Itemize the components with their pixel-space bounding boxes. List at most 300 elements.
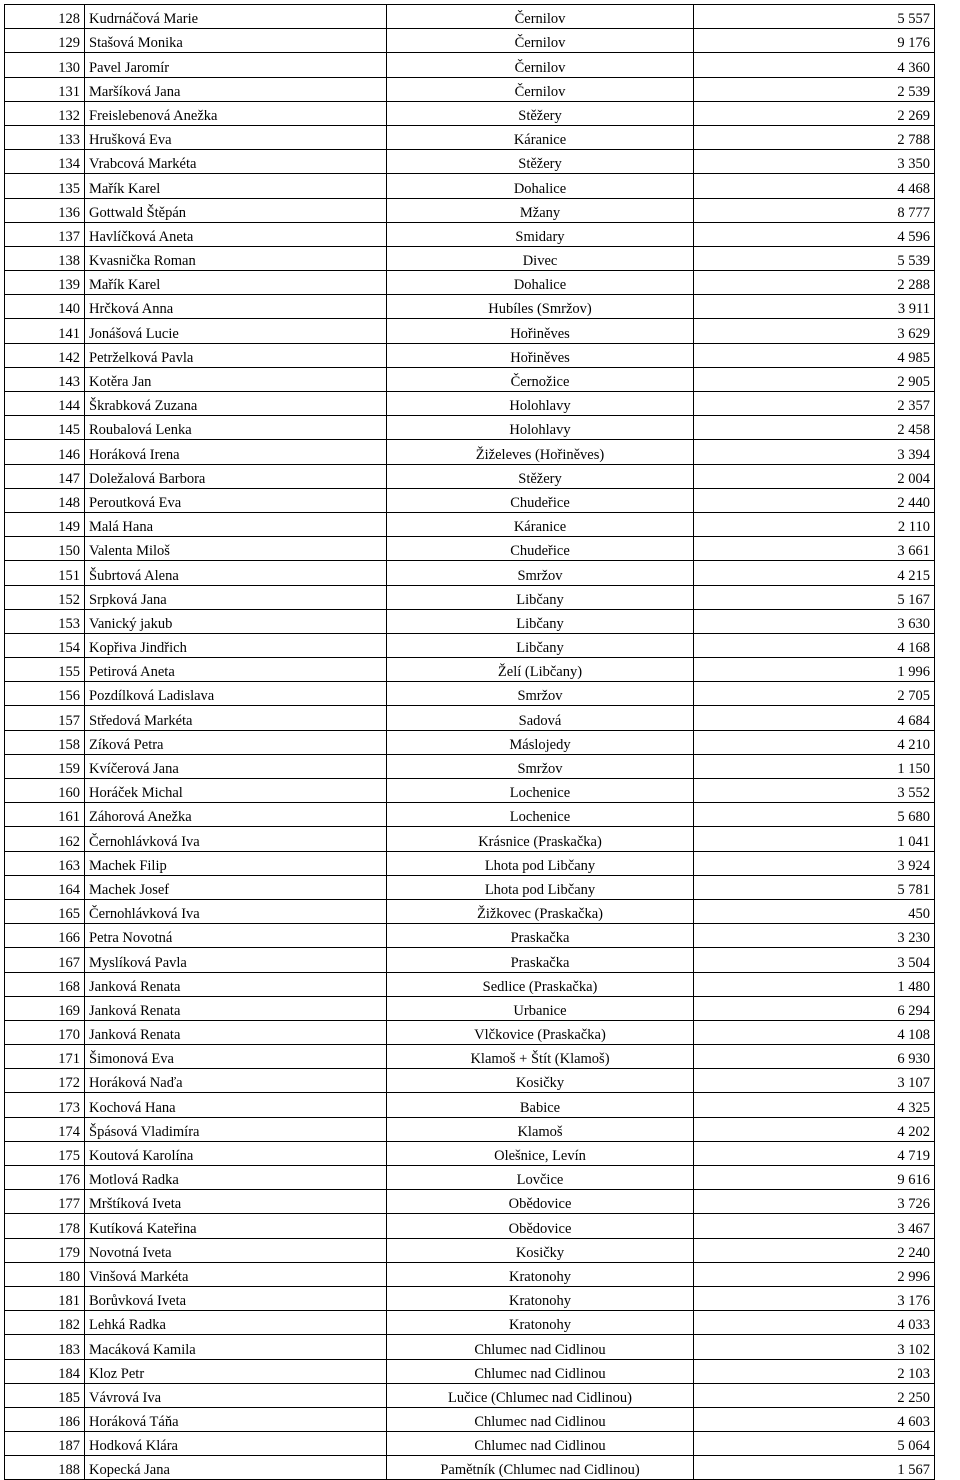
person-name-cell: Janková Renata xyxy=(85,972,387,996)
table-row xyxy=(5,246,935,270)
place-cell: Lučice (Chlumec nad Cidlinou) xyxy=(387,1383,694,1407)
place-cell: Černilov xyxy=(387,29,694,53)
table-row xyxy=(5,972,935,996)
row-number-cell: 158 xyxy=(5,730,85,754)
row-number-cell: 176 xyxy=(5,1166,85,1190)
row-number-cell: 162 xyxy=(5,827,85,851)
amount-cell: 2 788 xyxy=(694,125,935,149)
amount-cell: 1 041 xyxy=(694,827,935,851)
person-name-cell: Vanický jakub xyxy=(85,609,387,633)
row-number-cell: 173 xyxy=(5,1093,85,1117)
table-row xyxy=(5,174,935,198)
table-row xyxy=(5,343,935,367)
amount-cell: 1 480 xyxy=(694,972,935,996)
table-row xyxy=(5,1020,935,1044)
place-cell: Lhota pod Libčany xyxy=(387,851,694,875)
table-row xyxy=(5,150,935,174)
person-name-cell: Vinšová Markéta xyxy=(85,1262,387,1286)
place-cell: Kratonohy xyxy=(387,1286,694,1310)
table-row xyxy=(5,440,935,464)
person-name-cell: Černohlávková Iva xyxy=(85,827,387,851)
place-cell: Hořiněves xyxy=(387,319,694,343)
place-cell: Kosičky xyxy=(387,1069,694,1093)
amount-cell: 1 567 xyxy=(694,1456,935,1480)
row-number-cell: 159 xyxy=(5,754,85,778)
person-name-cell: Kopecká Jana xyxy=(85,1456,387,1480)
place-cell: Divec xyxy=(387,246,694,270)
place-cell: Káranice xyxy=(387,512,694,536)
person-name-cell: Kloz Petr xyxy=(85,1359,387,1383)
document-sheet xyxy=(4,4,934,1480)
row-number-cell: 164 xyxy=(5,875,85,899)
row-number-cell: 172 xyxy=(5,1069,85,1093)
table-row xyxy=(5,77,935,101)
place-cell: Libčany xyxy=(387,633,694,657)
amount-cell: 3 552 xyxy=(694,779,935,803)
person-name-cell: Petra Novotná xyxy=(85,924,387,948)
table-row xyxy=(5,682,935,706)
records-table-body xyxy=(5,5,935,1480)
place-cell: Stěžery xyxy=(387,150,694,174)
person-name-cell: Stašová Monika xyxy=(85,29,387,53)
amount-cell: 3 726 xyxy=(694,1190,935,1214)
place-cell: Holohlavy xyxy=(387,392,694,416)
amount-cell: 8 777 xyxy=(694,198,935,222)
person-name-cell: Kutíková Kateřina xyxy=(85,1214,387,1238)
place-cell: Smržov xyxy=(387,561,694,585)
amount-cell: 3 504 xyxy=(694,948,935,972)
person-name-cell: Mrštíková Iveta xyxy=(85,1190,387,1214)
row-number-cell: 185 xyxy=(5,1383,85,1407)
person-name-cell: Pavel Jaromír xyxy=(85,53,387,77)
table-row xyxy=(5,561,935,585)
place-cell: Chlumec nad Cidlinou xyxy=(387,1359,694,1383)
person-name-cell: Vávrová Iva xyxy=(85,1383,387,1407)
amount-cell: 3 102 xyxy=(694,1335,935,1359)
table-row xyxy=(5,1045,935,1069)
amount-cell: 2 240 xyxy=(694,1238,935,1262)
table-row xyxy=(5,537,935,561)
place-cell: Černožice xyxy=(387,367,694,391)
amount-cell: 4 168 xyxy=(694,633,935,657)
place-cell: Krásnice (Praskačka) xyxy=(387,827,694,851)
amount-cell: 4 215 xyxy=(694,561,935,585)
person-name-cell: Motlová Radka xyxy=(85,1166,387,1190)
place-cell: Libčany xyxy=(387,585,694,609)
person-name-cell: Černohlávková Iva xyxy=(85,899,387,923)
person-name-cell: Kotěra Jan xyxy=(85,367,387,391)
row-number-cell: 135 xyxy=(5,174,85,198)
amount-cell: 6 930 xyxy=(694,1045,935,1069)
table-row xyxy=(5,730,935,754)
person-name-cell: Petrželková Pavla xyxy=(85,343,387,367)
place-cell: Kosičky xyxy=(387,1238,694,1262)
amount-cell: 3 911 xyxy=(694,295,935,319)
row-number-cell: 131 xyxy=(5,77,85,101)
place-cell: Hubíles (Smržov) xyxy=(387,295,694,319)
records-table xyxy=(4,4,935,1480)
amount-cell: 4 468 xyxy=(694,174,935,198)
place-cell: Chlumec nad Cidlinou xyxy=(387,1335,694,1359)
table-row xyxy=(5,1166,935,1190)
person-name-cell: Borůvková Iveta xyxy=(85,1286,387,1310)
row-number-cell: 137 xyxy=(5,222,85,246)
table-row xyxy=(5,1262,935,1286)
place-cell: Dohalice xyxy=(387,174,694,198)
table-row xyxy=(5,53,935,77)
person-name-cell: Valenta Miloš xyxy=(85,537,387,561)
table-row xyxy=(5,1383,935,1407)
amount-cell: 2 288 xyxy=(694,271,935,295)
table-row xyxy=(5,996,935,1020)
person-name-cell: Havlíčková Aneta xyxy=(85,222,387,246)
row-number-cell: 175 xyxy=(5,1141,85,1165)
table-row xyxy=(5,803,935,827)
row-number-cell: 134 xyxy=(5,150,85,174)
table-row xyxy=(5,754,935,778)
person-name-cell: Kudrnáčová Marie xyxy=(85,5,387,29)
place-cell: Klamoš xyxy=(387,1117,694,1141)
person-name-cell: Malá Hana xyxy=(85,512,387,536)
table-row xyxy=(5,1335,935,1359)
table-row xyxy=(5,29,935,53)
person-name-cell: Špásová Vladimíra xyxy=(85,1117,387,1141)
amount-cell: 5 539 xyxy=(694,246,935,270)
row-number-cell: 149 xyxy=(5,512,85,536)
row-number-cell: 178 xyxy=(5,1214,85,1238)
amount-cell: 2 357 xyxy=(694,392,935,416)
row-number-cell: 181 xyxy=(5,1286,85,1310)
amount-cell: 9 176 xyxy=(694,29,935,53)
row-number-cell: 138 xyxy=(5,246,85,270)
table-row xyxy=(5,101,935,125)
person-name-cell: Myslíková Pavla xyxy=(85,948,387,972)
person-name-cell: Machek Filip xyxy=(85,851,387,875)
amount-cell: 4 108 xyxy=(694,1020,935,1044)
amount-cell: 6 294 xyxy=(694,996,935,1020)
place-cell: Urbanice xyxy=(387,996,694,1020)
row-number-cell: 128 xyxy=(5,5,85,29)
place-cell: Černilov xyxy=(387,77,694,101)
table-row xyxy=(5,198,935,222)
place-cell: Chlumec nad Cidlinou xyxy=(387,1407,694,1431)
amount-cell: 5 167 xyxy=(694,585,935,609)
amount-cell: 2 269 xyxy=(694,101,935,125)
amount-cell: 450 xyxy=(694,899,935,923)
person-name-cell: Janková Renata xyxy=(85,996,387,1020)
place-cell: Smržov xyxy=(387,754,694,778)
person-name-cell: Maršíková Jana xyxy=(85,77,387,101)
place-cell: Stěžery xyxy=(387,464,694,488)
person-name-cell: Lehká Radka xyxy=(85,1311,387,1335)
place-cell: Mžany xyxy=(387,198,694,222)
person-name-cell: Kopřiva Jindřich xyxy=(85,633,387,657)
row-number-cell: 148 xyxy=(5,488,85,512)
row-number-cell: 144 xyxy=(5,392,85,416)
table-row xyxy=(5,633,935,657)
amount-cell: 2 250 xyxy=(694,1383,935,1407)
place-cell: Lhota pod Libčany xyxy=(387,875,694,899)
place-cell: Kratonohy xyxy=(387,1311,694,1335)
person-name-cell: Jonášová Lucie xyxy=(85,319,387,343)
place-cell: Stěžery xyxy=(387,101,694,125)
table-row xyxy=(5,609,935,633)
amount-cell: 5 781 xyxy=(694,875,935,899)
person-name-cell: Kochová Hana xyxy=(85,1093,387,1117)
place-cell: Černilov xyxy=(387,53,694,77)
row-number-cell: 163 xyxy=(5,851,85,875)
place-cell: Chudeřice xyxy=(387,488,694,512)
table-row xyxy=(5,851,935,875)
person-name-cell: Vrabcová Markéta xyxy=(85,150,387,174)
table-row xyxy=(5,1311,935,1335)
row-number-cell: 155 xyxy=(5,658,85,682)
table-row xyxy=(5,512,935,536)
amount-cell: 3 230 xyxy=(694,924,935,948)
amount-cell: 2 004 xyxy=(694,464,935,488)
row-number-cell: 171 xyxy=(5,1045,85,1069)
table-row xyxy=(5,924,935,948)
amount-cell: 4 985 xyxy=(694,343,935,367)
row-number-cell: 167 xyxy=(5,948,85,972)
person-name-cell: Koutová Karolína xyxy=(85,1141,387,1165)
place-cell: Smidary xyxy=(387,222,694,246)
amount-cell: 2 440 xyxy=(694,488,935,512)
table-row xyxy=(5,1069,935,1093)
row-number-cell: 183 xyxy=(5,1335,85,1359)
row-number-cell: 166 xyxy=(5,924,85,948)
row-number-cell: 186 xyxy=(5,1407,85,1431)
amount-cell: 1 996 xyxy=(694,658,935,682)
person-name-cell: Freislebenová Anežka xyxy=(85,101,387,125)
row-number-cell: 142 xyxy=(5,343,85,367)
row-number-cell: 177 xyxy=(5,1190,85,1214)
amount-cell: 4 202 xyxy=(694,1117,935,1141)
table-row xyxy=(5,1117,935,1141)
place-cell: Babice xyxy=(387,1093,694,1117)
row-number-cell: 145 xyxy=(5,416,85,440)
place-cell: Máslojedy xyxy=(387,730,694,754)
table-row xyxy=(5,1190,935,1214)
row-number-cell: 160 xyxy=(5,779,85,803)
place-cell: Smržov xyxy=(387,682,694,706)
row-number-cell: 154 xyxy=(5,633,85,657)
row-number-cell: 130 xyxy=(5,53,85,77)
row-number-cell: 156 xyxy=(5,682,85,706)
table-row xyxy=(5,658,935,682)
person-name-cell: Hrčková Anna xyxy=(85,295,387,319)
place-cell: Dohalice xyxy=(387,271,694,295)
person-name-cell: Gottwald Štěpán xyxy=(85,198,387,222)
table-row xyxy=(5,295,935,319)
row-number-cell: 168 xyxy=(5,972,85,996)
person-name-cell: Novotná Iveta xyxy=(85,1238,387,1262)
person-name-cell: Hrušková Eva xyxy=(85,125,387,149)
person-name-cell: Mařík Karel xyxy=(85,271,387,295)
person-name-cell: Horáček Michal xyxy=(85,779,387,803)
person-name-cell: Doležalová Barbora xyxy=(85,464,387,488)
amount-cell: 2 458 xyxy=(694,416,935,440)
amount-cell: 3 350 xyxy=(694,150,935,174)
place-cell: Holohlavy xyxy=(387,416,694,440)
row-number-cell: 133 xyxy=(5,125,85,149)
table-row xyxy=(5,271,935,295)
person-name-cell: Horáková Táňa xyxy=(85,1407,387,1431)
person-name-cell: Záhorová Anežka xyxy=(85,803,387,827)
amount-cell: 3 467 xyxy=(694,1214,935,1238)
place-cell: Obědovice xyxy=(387,1214,694,1238)
row-number-cell: 169 xyxy=(5,996,85,1020)
place-cell: Olešnice, Levín xyxy=(387,1141,694,1165)
place-cell: Káranice xyxy=(387,125,694,149)
row-number-cell: 152 xyxy=(5,585,85,609)
amount-cell: 2 705 xyxy=(694,682,935,706)
person-name-cell: Peroutková Eva xyxy=(85,488,387,512)
person-name-cell: Zíková Petra xyxy=(85,730,387,754)
table-row xyxy=(5,1141,935,1165)
amount-cell: 4 684 xyxy=(694,706,935,730)
amount-cell: 5 557 xyxy=(694,5,935,29)
row-number-cell: 157 xyxy=(5,706,85,730)
table-row xyxy=(5,899,935,923)
amount-cell: 3 176 xyxy=(694,1286,935,1310)
table-row xyxy=(5,1286,935,1310)
amount-cell: 4 360 xyxy=(694,53,935,77)
row-number-cell: 147 xyxy=(5,464,85,488)
table-row xyxy=(5,464,935,488)
table-row xyxy=(5,1456,935,1480)
table-row xyxy=(5,488,935,512)
row-number-cell: 153 xyxy=(5,609,85,633)
row-number-cell: 143 xyxy=(5,367,85,391)
table-row xyxy=(5,367,935,391)
place-cell: Pamětník (Chlumec nad Cidlinou) xyxy=(387,1456,694,1480)
row-number-cell: 187 xyxy=(5,1432,85,1456)
amount-cell: 4 033 xyxy=(694,1311,935,1335)
person-name-cell: Macáková Kamila xyxy=(85,1335,387,1359)
row-number-cell: 151 xyxy=(5,561,85,585)
place-cell: Praskačka xyxy=(387,924,694,948)
place-cell: Hořiněves xyxy=(387,343,694,367)
amount-cell: 4 325 xyxy=(694,1093,935,1117)
row-number-cell: 129 xyxy=(5,29,85,53)
person-name-cell: Kvíčerová Jana xyxy=(85,754,387,778)
person-name-cell: Roubalová Lenka xyxy=(85,416,387,440)
row-number-cell: 180 xyxy=(5,1262,85,1286)
person-name-cell: Šimonová Eva xyxy=(85,1045,387,1069)
amount-cell: 3 630 xyxy=(694,609,935,633)
place-cell: Žižkovec (Praskačka) xyxy=(387,899,694,923)
place-cell: Černilov xyxy=(387,5,694,29)
table-row xyxy=(5,827,935,851)
amount-cell: 5 064 xyxy=(694,1432,935,1456)
amount-cell: 4 596 xyxy=(694,222,935,246)
table-row xyxy=(5,1359,935,1383)
table-row xyxy=(5,125,935,149)
row-number-cell: 139 xyxy=(5,271,85,295)
place-cell: Sedlice (Praskačka) xyxy=(387,972,694,996)
row-number-cell: 182 xyxy=(5,1311,85,1335)
amount-cell: 4 210 xyxy=(694,730,935,754)
row-number-cell: 188 xyxy=(5,1456,85,1480)
row-number-cell: 179 xyxy=(5,1238,85,1262)
person-name-cell: Škrabková Zuzana xyxy=(85,392,387,416)
amount-cell: 1 150 xyxy=(694,754,935,778)
place-cell: Chudeřice xyxy=(387,537,694,561)
person-name-cell: Mařík Karel xyxy=(85,174,387,198)
row-number-cell: 174 xyxy=(5,1117,85,1141)
place-cell: Chlumec nad Cidlinou xyxy=(387,1432,694,1456)
row-number-cell: 132 xyxy=(5,101,85,125)
place-cell: Žiželeves (Hořiněves) xyxy=(387,440,694,464)
place-cell: Lochenice xyxy=(387,779,694,803)
table-row xyxy=(5,706,935,730)
amount-cell: 4 719 xyxy=(694,1141,935,1165)
row-number-cell: 136 xyxy=(5,198,85,222)
amount-cell: 2 996 xyxy=(694,1262,935,1286)
table-row xyxy=(5,416,935,440)
person-name-cell: Janková Renata xyxy=(85,1020,387,1044)
place-cell: Sadová xyxy=(387,706,694,730)
table-row xyxy=(5,585,935,609)
table-row xyxy=(5,1432,935,1456)
person-name-cell: Machek Josef xyxy=(85,875,387,899)
amount-cell: 2 110 xyxy=(694,512,935,536)
amount-cell: 2 539 xyxy=(694,77,935,101)
table-row xyxy=(5,1093,935,1117)
table-row xyxy=(5,948,935,972)
amount-cell: 9 616 xyxy=(694,1166,935,1190)
row-number-cell: 184 xyxy=(5,1359,85,1383)
row-number-cell: 161 xyxy=(5,803,85,827)
place-cell: Lochenice xyxy=(387,803,694,827)
amount-cell: 3 107 xyxy=(694,1069,935,1093)
amount-cell: 3 394 xyxy=(694,440,935,464)
person-name-cell: Srpková Jana xyxy=(85,585,387,609)
amount-cell: 3 629 xyxy=(694,319,935,343)
person-name-cell: Horáková Naďa xyxy=(85,1069,387,1093)
amount-cell: 3 924 xyxy=(694,851,935,875)
table-row xyxy=(5,392,935,416)
row-number-cell: 170 xyxy=(5,1020,85,1044)
place-cell: Libčany xyxy=(387,609,694,633)
person-name-cell: Kvasnička Roman xyxy=(85,246,387,270)
person-name-cell: Hodková Klára xyxy=(85,1432,387,1456)
person-name-cell: Pozdílková Ladislava xyxy=(85,682,387,706)
amount-cell: 5 680 xyxy=(694,803,935,827)
table-row xyxy=(5,222,935,246)
place-cell: Klamoš + Štít (Klamoš) xyxy=(387,1045,694,1069)
amount-cell: 4 603 xyxy=(694,1407,935,1431)
table-row xyxy=(5,319,935,343)
amount-cell: 2 103 xyxy=(694,1359,935,1383)
table-row xyxy=(5,1407,935,1431)
place-cell: Vlčkovice (Praskačka) xyxy=(387,1020,694,1044)
table-row xyxy=(5,779,935,803)
place-cell: Kratonohy xyxy=(387,1262,694,1286)
person-name-cell: Horáková Irena xyxy=(85,440,387,464)
table-row xyxy=(5,875,935,899)
row-number-cell: 141 xyxy=(5,319,85,343)
person-name-cell: Petirová Aneta xyxy=(85,658,387,682)
table-row xyxy=(5,1238,935,1262)
place-cell: Želí (Libčany) xyxy=(387,658,694,682)
table-row xyxy=(5,1214,935,1238)
row-number-cell: 165 xyxy=(5,899,85,923)
row-number-cell: 140 xyxy=(5,295,85,319)
place-cell: Obědovice xyxy=(387,1190,694,1214)
person-name-cell: Šubrtová Alena xyxy=(85,561,387,585)
